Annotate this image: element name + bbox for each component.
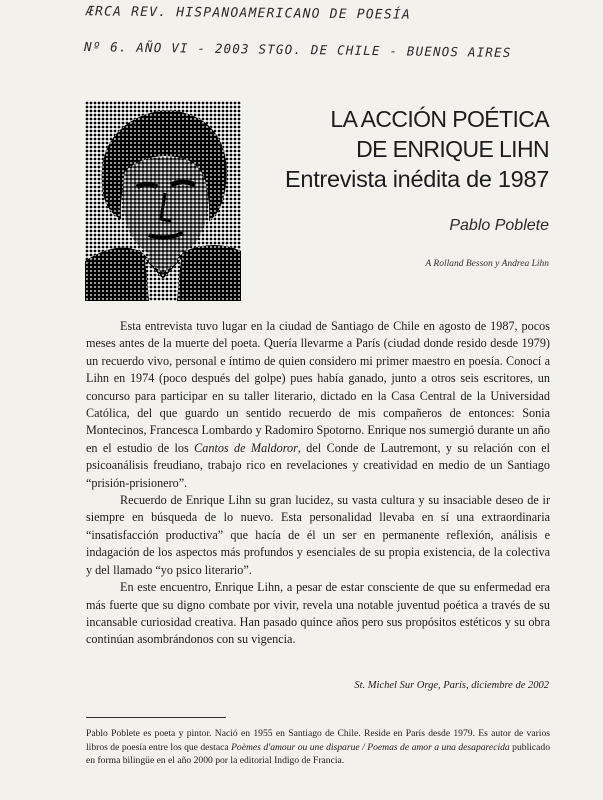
- title-line-1: LA ACCIÓN POÉTICA: [330, 106, 549, 132]
- author-bio-footnote: Pablo Poblete es poeta y pintor. Nació en 1955 en Santiago de Chile. Reside en París desde 1979. Es autor de varios libros de poesía entre los que destaca Poèmes d'amour ou une disparue / Poemas de amor a una desaparecida publicado en forma bilingüe en el año 2000 por la editorial Indigo de Francia.: [86, 728, 551, 767]
- subtitle: Entrevista inédita de 1987: [285, 166, 549, 192]
- handwritten-annotation-line1: ÆRCA REV. HISPANOAMERICANO DE POESÍA: [85, 4, 412, 23]
- signature-place-date: St. Michel Sur Orge, París, diciembre de 2002: [354, 680, 549, 691]
- article-body: [86, 318, 550, 649]
- paragraph-1: Esta entrevista tuvo lugar en la ciudad de Santiago de Chile en agosto de 1987, pocos meses antes de la muerte del poeta. Quería llevarme a París (ciudad donde resido desde 1979) un recuerdo vivo, personal e íntimo de quien considero mi primer maestro en poesía. Conocí a Lihn en 1974 (poco después del golpe) pues había ganado, junto a otros seis escritores, un concurso para participar en su taller literario, dictado en la Casa Central de la Universidad Católica, del que guardo un sentido recuerdo de mis compañeros de entonces: Sonia Montecinos, Francesca Lombardo y Radomiro Spotorno. Enrique nos sumergió durante un año en el estudio de los Cantos de Maldoror, del Conde de Lautremont, y su relación con el psicoanálisis freudiano, trabajo rico en revelaciones y creatividad en medio de un Santiago “prisión-prisionero”.: [86, 319, 550, 490]
- paragraph-2: Recuerdo de Enrique Lihn su gran lucidez, su vasta cultura y su insaciable deseo de ir siempre en búsqueda de lo nuevo. Esta personalidad llevaba en sí una extraordinaria “insatisfacción productiva” que hacía de él un ser en permanente reflexión, análisis e indagación de los aspectos más profundos y esenciales de su propia existencia, de la colectiva y del llamado “yo psico literario”.: [86, 493, 550, 577]
- author-name: Pablo Poblete: [449, 217, 549, 234]
- dedication: A Rolland Besson y Andrea Lihn: [425, 259, 549, 269]
- paragraph-3: En este encuentro, Enrique Lihn, a pesar de estar consciente de que su enfermedad era más fuerte que su digno combate por vivir, revela una notable juventud poética a través de su incansable curiosidad creativa. Han pasado quince años pero sus propósitos estéticos y su obra continúan asombrándonos con su vigencia.: [86, 580, 550, 647]
- handwritten-annotation-line2: Nº 6. AÑO VI - 2003 STGO. DE CHILE - BUENOS AIRES: [83, 39, 512, 60]
- title-line-2: DE ENRIQUE LIHN: [356, 136, 549, 162]
- footnote-divider: [86, 717, 226, 718]
- author-portrait: [85, 101, 241, 301]
- article-title: [285, 104, 549, 194]
